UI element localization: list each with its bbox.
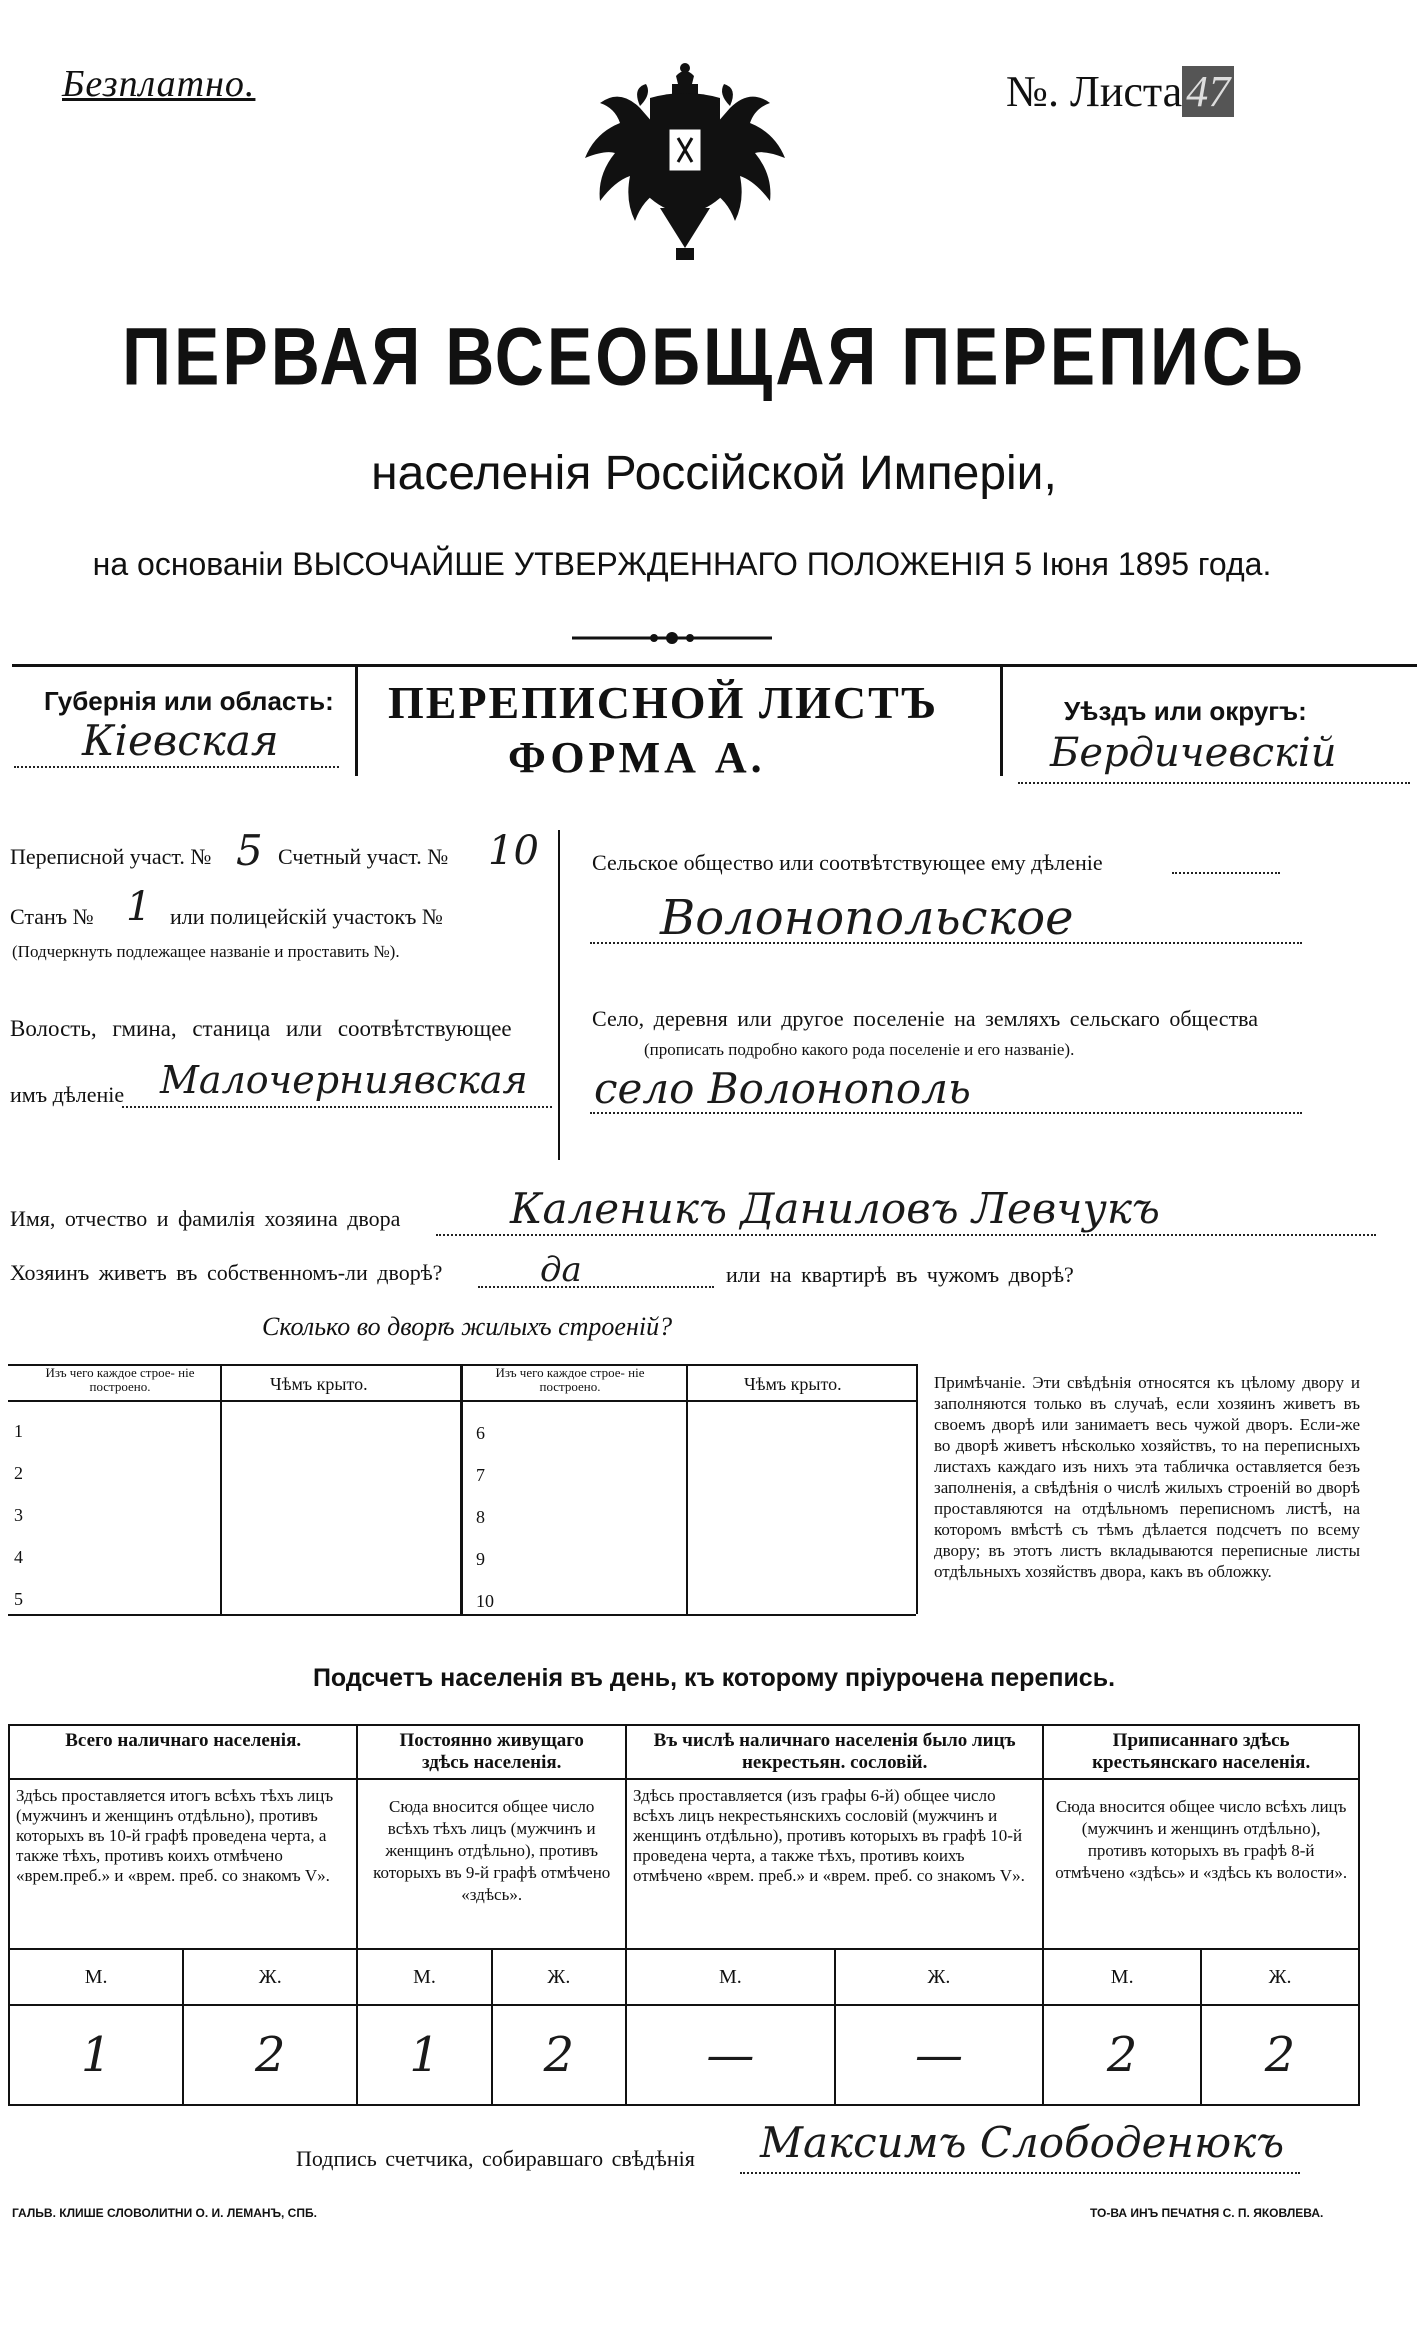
count-col2-m-label: М. — [357, 1949, 491, 2005]
count-col4-f-label: Ж. — [1201, 1949, 1359, 2005]
count-district-label: Счетный участ. № — [278, 844, 449, 869]
stan-label: Станъ № — [10, 904, 94, 929]
volost-label: Волость, гмина, станица или соотвѣтствующее — [10, 1016, 512, 1041]
form-title: ПЕРЕПИСНОЙ ЛИСТЪ — [388, 677, 939, 728]
owner-name-line — [436, 1234, 1376, 1236]
count-col1-head: Всего наличнаго населенія. — [65, 1730, 302, 1751]
buildings-header-rule — [8, 1400, 916, 1402]
gubernia-value: Кіевская — [82, 716, 279, 765]
list-item: 10 — [476, 1591, 494, 1611]
volost-label-2: имъ дѣленіе — [10, 1082, 125, 1107]
apartment-label: или на квартирѣ въ чужомъ дворѣ? — [726, 1262, 1074, 1287]
list-item: 8 — [476, 1507, 485, 1527]
count-col4-m-label: М. — [1043, 1949, 1201, 2005]
footer-left: ГАЛЬВ. КЛИШЕ СЛОВОЛИТНИ О. И. ЛЕМАНЪ, СПБ. — [12, 2206, 317, 2220]
gubernia-line — [14, 766, 339, 768]
count-col3-desc: Здѣсь проставляется (изъ графы 6-й) общее число всѣхъ лицъ некрестьянскихъ сословій (мужчинъ и женщинъ отдѣльно), противъ которыхъ въ графѣ 10-й проведена черта, а также тѣхъ, противъ коихъ отмѣчено «врем. преб.» и «врем. преб. со знакомъ V». — [633, 1786, 1025, 1885]
count-col1-f-value: 2 — [183, 2005, 357, 2105]
count-col3-f-label: Ж. — [835, 1949, 1044, 2005]
volost-line — [122, 1106, 552, 1108]
sheet-number-value: 47 — [1182, 66, 1234, 117]
list-item: 2 — [14, 1463, 23, 1483]
village-line — [590, 1112, 1302, 1114]
own-yard-value: да — [540, 1250, 582, 1290]
count-col2-m-value: 1 — [357, 2005, 491, 2105]
list-item: 6 — [476, 1423, 485, 1443]
count-col1-f-label: Ж. — [183, 1949, 357, 2005]
form-subtitle: ФОРМА А. — [508, 733, 766, 782]
village-value: село Волонополь — [594, 1064, 971, 1113]
census-district-value: 5 — [236, 826, 263, 875]
buildings-bottom-rule — [8, 1614, 916, 1616]
buildings-row-numbers-left — [14, 1410, 23, 1620]
count-col2-f-label: Ж. — [492, 1949, 626, 2005]
count-district-value: 10 — [488, 828, 539, 874]
form-head-left-divider — [355, 664, 358, 776]
count-title: Подсчетъ населенія въ день, къ которому пріурочена перепись. — [312, 1664, 1116, 1692]
society-line-1 — [1172, 872, 1280, 874]
count-col3-m-value: — — [626, 2005, 835, 2105]
count-col3-head: Въ числѣ наличнаго населенія было лицъ некрестьян. сословій. — [653, 1730, 1016, 1773]
village-note: (прописать подробно какого рода поселеніе и его названіе). — [644, 1040, 1075, 1059]
signature-value: Максимъ Слободенюкъ — [760, 2118, 1285, 2167]
count-col1-m-value: 1 — [9, 2005, 183, 2105]
double-headed-eagle-emblem — [580, 58, 790, 280]
signature-label: Подпись счетчика, собиравшаго свѣдѣнія — [296, 2146, 695, 2171]
own-yard-label: Хозяинъ живетъ въ собственномъ-ли дворѣ? — [10, 1260, 443, 1285]
count-col4-desc: Сюда вносится общее число всѣхъ лицъ (мужчинъ и женщинъ отдѣльно), противъ которыхъ въ графѣ 8-й отмѣчено «здѣсь» и «здѣсь къ волости». — [1055, 1797, 1348, 1882]
count-col1-desc: Здѣсь проставляется итогъ всѣхъ тѣхъ лицъ (мужчинъ и женщинъ отдѣльно), противъ которыхъ въ 10-й графѣ проведена черта, а также тѣхъ, противъ коихъ отмѣчено «врем.преб.» и «врем. преб. со знакомъ V». — [16, 1786, 334, 1885]
count-col4-f-value: 2 — [1201, 2005, 1359, 2105]
count-col3-m-label: М. — [626, 1949, 835, 2005]
count-col2-desc: Сюда вносится общее число всѣхъ тѣхъ лицъ (мужчинъ и женщинъ отдѣльно), противъ которыхъ въ 9-й графѣ отмѣчено «здѣсь». — [373, 1797, 611, 1904]
list-item: 1 — [14, 1421, 23, 1441]
census-district-label: Переписной участ. № — [10, 844, 212, 869]
signature-line — [740, 2172, 1300, 2174]
list-item: 4 — [14, 1547, 23, 1567]
list-item: 9 — [476, 1549, 485, 1569]
uezd-label: Уѣздъ или округъ: — [1064, 696, 1307, 726]
page-title: ПЕРВАЯ ВСЕОБЩАЯ ПЕРЕПИСЬ — [122, 311, 1306, 403]
uezd-value: Бердичевскій — [1050, 730, 1337, 776]
society-value: Волонопольское — [660, 890, 1074, 946]
buildings-vline-d — [916, 1364, 918, 1614]
uezd-line — [1018, 782, 1410, 784]
buildings-col-material: Изъ чего каждое строе- ніе построено. — [45, 1365, 195, 1394]
form-head-right-divider — [1000, 664, 1003, 776]
note-text: Примѣчаніе. Эти свѣдѣнія относятся къ цѣлому двору и заполняются только въ случаѣ, если хозяинъ живетъ въ своемъ дворѣ или занимаетъ весь чужой дворъ. Если-же во дворѣ живетъ нѣсколько хозяйствъ, то на переписныхъ листахъ каждаго изъ нихъ эта табличка оставляется безъ заполненія, а свѣдѣнія о числѣ жилыхъ строеній во дворѣ проставляются на отдѣльномъ переписномъ листѣ, на которомъ вмѣстѣ съ тѣмъ дѣлается подсчетъ по всему двору; въ этотъ листъ вкладываются переписные листы отдѣльныхъ хозяйствъ двора, какъ въ обложку. — [934, 1373, 1360, 1581]
count-col2-head: Постоянно живущаго здѣсь населенія. — [399, 1730, 584, 1773]
own-yard-line — [478, 1286, 714, 1288]
list-item: 3 — [14, 1505, 23, 1525]
buildings-col-material-2: Изъ чего каждое строе- ніе построено. — [495, 1365, 645, 1394]
society-label: Сельское общество или соотвѣтствующее ему дѣленіе — [592, 850, 1103, 875]
buildings-question: Сколько во дворѣ жилыхъ строеній? — [262, 1312, 673, 1341]
ornament-divider — [572, 628, 772, 648]
form-head-top-rule — [12, 664, 1417, 667]
sheet-number-label: №. Листа — [1006, 67, 1183, 116]
list-item: 5 — [14, 1589, 23, 1609]
underline-note: (Подчеркнуть подлежащее названіе и проставить №). — [12, 942, 400, 961]
volost-value: Малочерниявская — [160, 1058, 528, 1102]
free-label: Безплатно. — [62, 63, 256, 105]
count-col4-head: Приписаннаго здѣсь крестьянскаго населенія. — [1092, 1730, 1311, 1773]
stan-value: 1 — [126, 884, 152, 930]
police-label: или полицейскій участокъ № — [170, 904, 443, 929]
count-col3-f-value: — — [835, 2005, 1044, 2105]
owner-name-label: Имя, отчество и фамилія хозяина двора — [10, 1206, 401, 1231]
count-col4-m-value: 2 — [1043, 2005, 1201, 2105]
count-col1-m-label: М. — [9, 1949, 183, 2005]
buildings-col-roof-2: Чѣмъ крыто. — [744, 1374, 842, 1394]
population-count-table — [8, 1724, 1360, 2106]
buildings-row-numbers-right — [476, 1412, 494, 1622]
sheet-number — [1006, 66, 1234, 117]
list-item: 7 — [476, 1465, 485, 1485]
society-line-2 — [590, 942, 1302, 944]
middle-vertical-divider — [558, 830, 560, 1160]
owner-name-value: Каленикъ Даниловъ Левчукъ — [510, 1184, 1160, 1233]
village-label: Село, деревня или другое поселеніе на земляхъ сельскаго общества — [592, 1006, 1259, 1031]
count-col2-f-value: 2 — [492, 2005, 626, 2105]
footer-right: ТО-ВА ИНЪ ПЕЧАТНЯ С. П. ЯКОВЛЕВА. — [1090, 2206, 1324, 2220]
buildings-col-roof: Чѣмъ крыто. — [270, 1374, 368, 1394]
page-subtitle: населенія Россійской Имперіи, — [371, 447, 1057, 500]
gubernia-label: Губернія или область: — [44, 686, 334, 716]
census-basis: на основаніи ВЫСОЧАЙШЕ УТВЕРЖДЕННАГО ПОЛОЖЕНІЯ 5 Іюня 1895 года. — [92, 546, 1272, 582]
